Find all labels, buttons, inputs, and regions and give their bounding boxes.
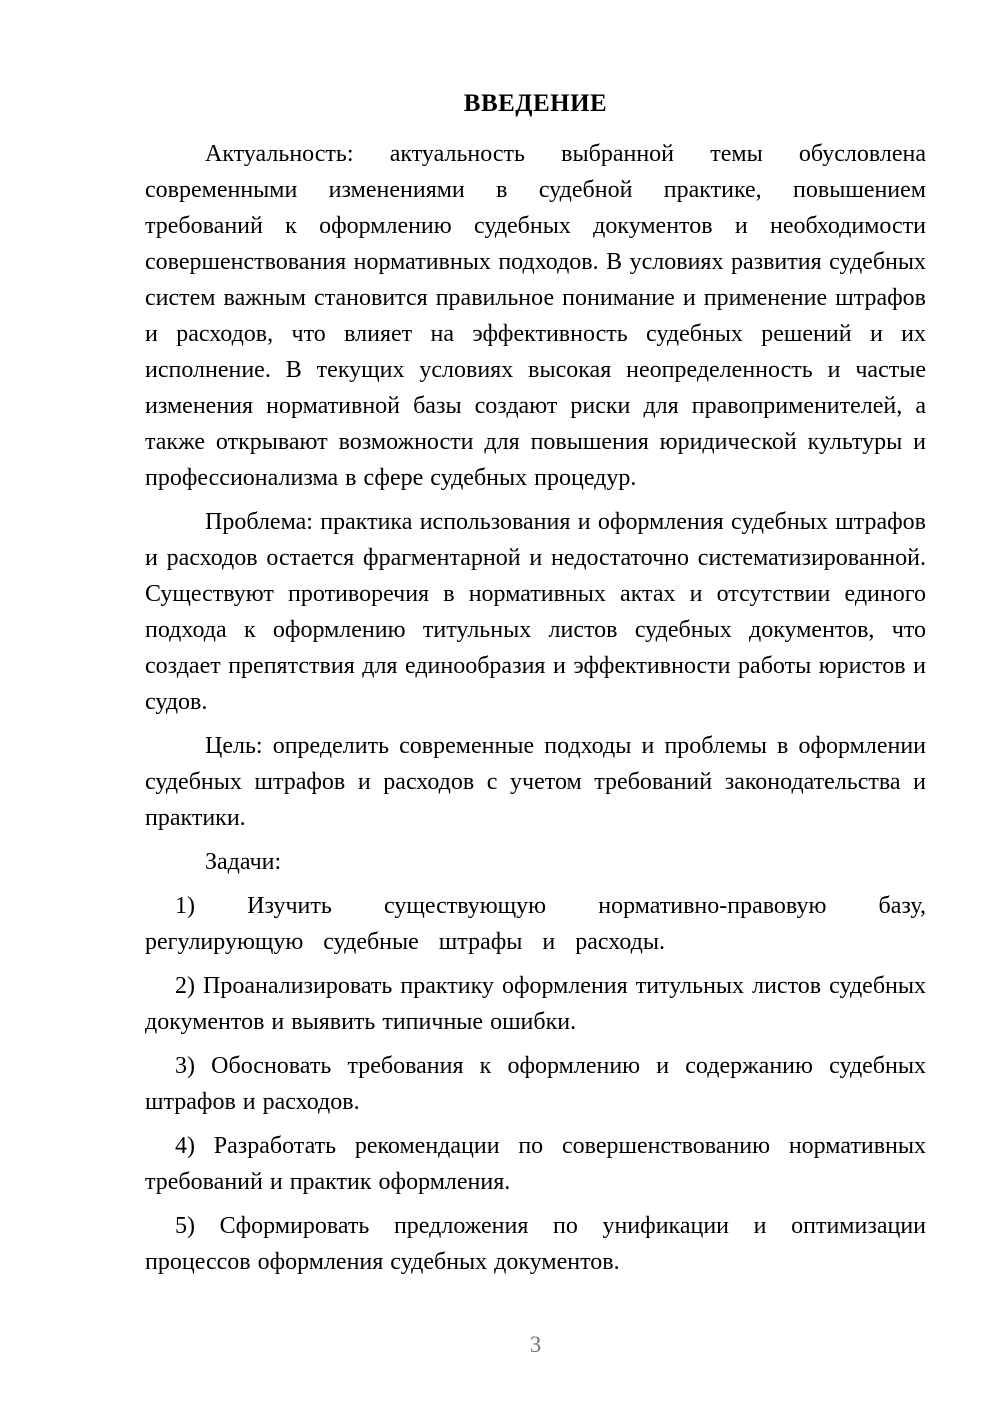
- task-item-3: 3) Обосновать требования к оформлению и содержанию судебных штрафов и расходов.: [145, 1053, 926, 1115]
- task-item-4: 4) Разработать рекомендации по совершенствованию нормативных требований и практик оформления.: [145, 1133, 926, 1195]
- page-number: 3: [529, 1332, 542, 1357]
- paragraph-relevance: Актуальность: актуальность выбранной темы обусловлена современными изменениями в судебной практике, повышением требований к оформлению судебных документов и необходимости совершенствования нормативных подходов. В условиях развития судебных систем важным становится правильное понимание и применение штрафов и расходов, что влияет на эффективность судебных решений и их исполнение. В текущих условиях высокая неопределенность и частые изменения нормативной базы создают риски для правоприменителей, а также открывают возможности для повышения юридической культуры и профессионализма в сфере судебных процедур.: [145, 141, 926, 491]
- document-body: [145, 86, 926, 1288]
- paragraph-goal: Цель: определить современные подходы и проблемы в оформлении судебных штрафов и расходов с учетом требований законодательства и практики.: [145, 733, 926, 831]
- task-item-5: 5) Сформировать предложения по унификации и оптимизации процессов оформления судебных документов.: [145, 1213, 926, 1275]
- tasks-heading: Задачи:: [205, 849, 282, 875]
- page-title: ВВЕДЕНИЕ: [463, 90, 608, 117]
- task-item-1: 1) Изучить существующую нормативно-правовую базу, регулирующую судебные штрафы и расходы.: [145, 893, 926, 955]
- paragraph-problem: Проблема: практика использования и оформления судебных штрафов и расходов остается фрагментарной и недостаточно систематизированной. Существуют противоречия в нормативных актах и отсутствии единого подхода к оформлению титульных листов судебных документов, что создает препятствия для единообразия и эффективности работы юристов и судов.: [145, 509, 926, 715]
- task-item-2: 2) Проанализировать практику оформления титульных листов судебных документов и выявить типичные ошибки.: [145, 973, 926, 1035]
